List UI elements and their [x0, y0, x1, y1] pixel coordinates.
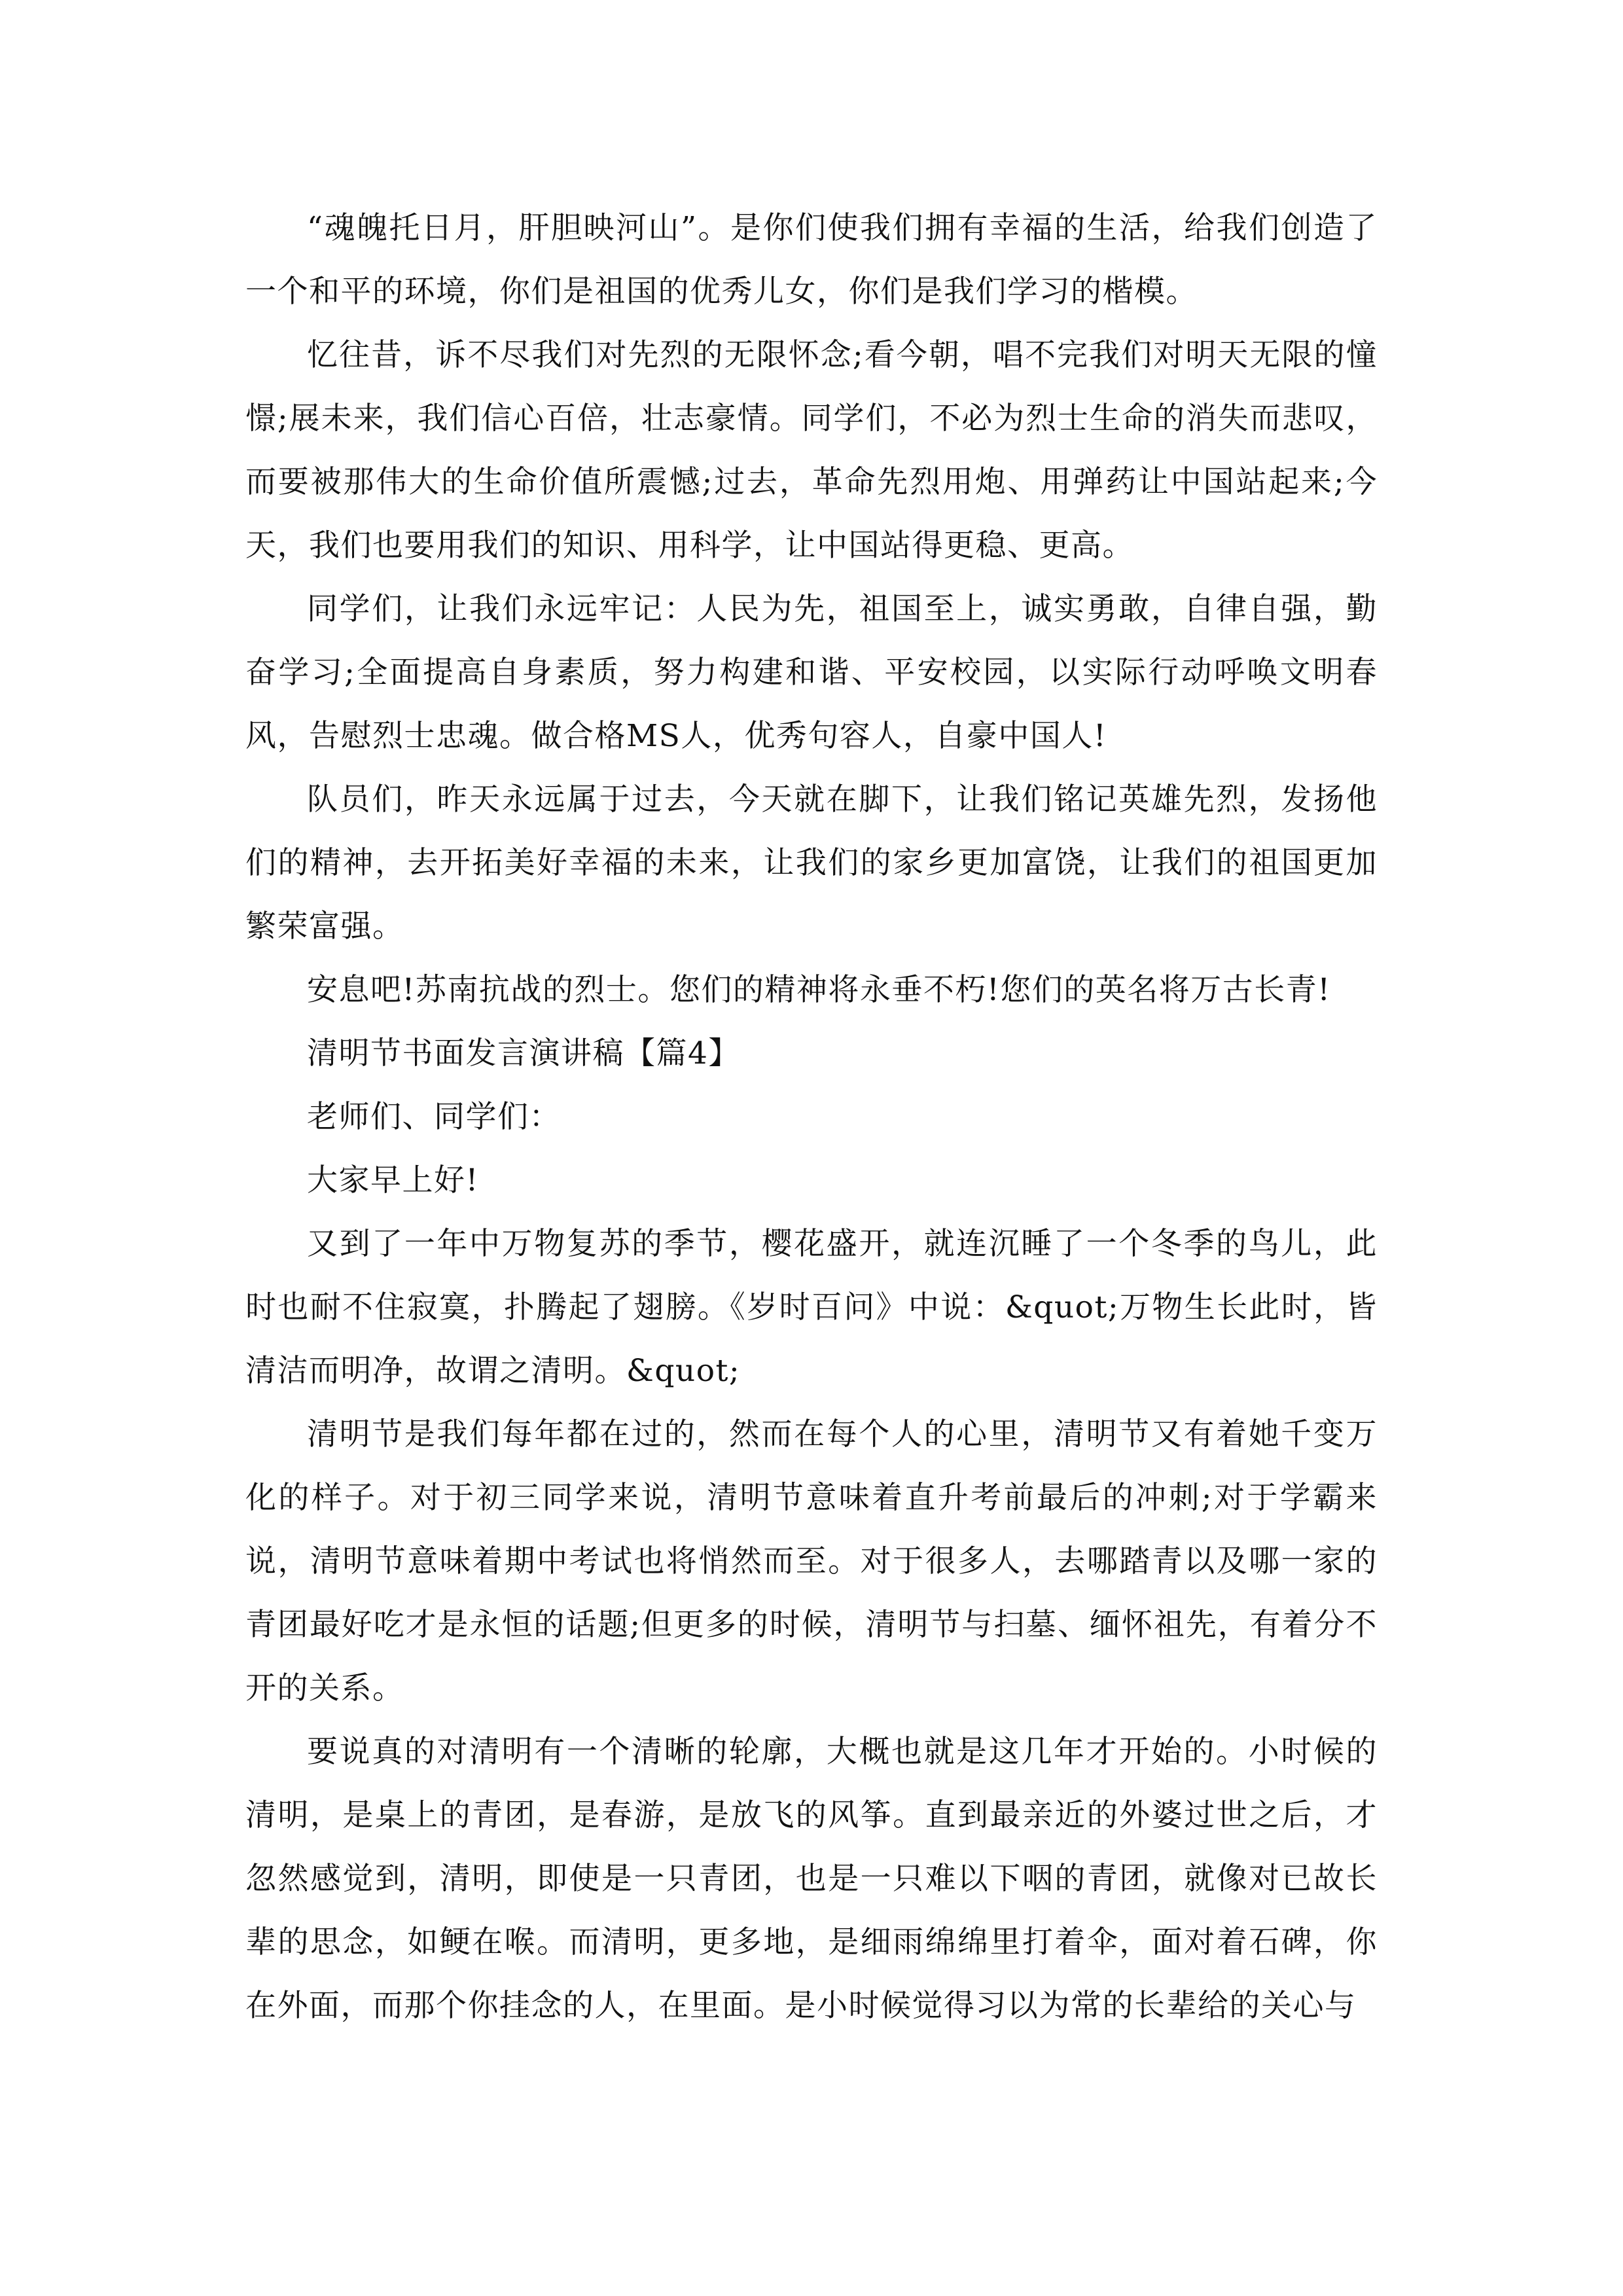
- paragraph-8: 要说真的对清明有一个清晰的轮廓，大概也就是这几年才开始的。小时候的清明，是桌上的青团，是春游，是放飞的风筝。直到最亲近的外婆过世之后，才忽然感觉到，清明，即使是一只青团，也是一只难以下咽的青团，就像对已故长辈的思念，如鲠在喉。而清明，更多地，是细雨绵绵里打着伞，面对着石碑，你在外面，而那个你挂念的人，在里面。是小时候觉得习以为常的长辈给的关心与: [245, 1734, 1378, 2024]
- greeting: 大家早上好!: [307, 1162, 479, 1198]
- paragraph-4: 队员们，昨天永远属于过去，今天就在脚下，让我们铭记英雄先烈，发扬他们的精神，去开拓美好幸福的未来，让我们的家乡更加富饶，让我们的祖国更加繁荣富强。: [245, 781, 1378, 944]
- paragraph-3: 同学们，让我们永远牢记：人民为先，祖国至上，诚实勇敢，自律自强，勤奋学习;全面提高自身素质，努力构建和谐、平安校园，以实际行动呼唤文明春风，告慰烈士忠魂。做合格MS人，优秀句容人，自豪中国人!: [245, 591, 1378, 754]
- paragraph-5: 安息吧!苏南抗战的烈士。您们的精神将永垂不朽!您们的英名将万古长青!: [307, 972, 1331, 1008]
- salutation: 老师们、同学们：: [307, 1099, 561, 1135]
- section-heading: 清明节书面发言演讲稿【篇4】: [307, 1035, 740, 1071]
- paragraph-2: 忆往昔，诉不尽我们对先烈的无限怀念;看今朝，唱不完我们对明天无限的憧憬;展未来，我们信心百倍，壮志豪情。同学们，不必为烈士生命的消失而悲叹，而要被那伟大的生命价值所震憾;过去，革命先烈用炮、用弹药让中国站起来;今天，我们也要用我们的知识、用科学，让中国站得更稳、更高。: [245, 337, 1378, 564]
- paragraph-1: “魂魄托日月，肝胆映河山”。是你们使我们拥有幸福的生活，给我们创造了一个和平的环境，你们是祖国的优秀儿女，你们是我们学习的楷模。: [245, 210, 1378, 310]
- paragraph-6: 又到了一年中万物复苏的季节，樱花盛开，就连沉睡了一个冬季的鸟儿，此时也耐不住寂寞，扑腾起了翅膀。《岁时百问》中说：&quot;万物生长此时，皆清洁而明净，故谓之清明。&quot;: [245, 1226, 1378, 1389]
- document-body: [245, 196, 1378, 2037]
- paragraph-7: 清明节是我们每年都在过的，然而在每个人的心里，清明节又有着她千变万化的样子。对于初三同学来说，清明节意味着直升考前最后的冲刺;对于学霸来说，清明节意味着期中考试也将悄然而至。对于很多人，去哪踏青以及哪一家的青团最好吃才是永恒的话题;但更多的时候，清明节与扫墓、缅怀祖先，有着分不开的关系。: [245, 1416, 1378, 1706]
